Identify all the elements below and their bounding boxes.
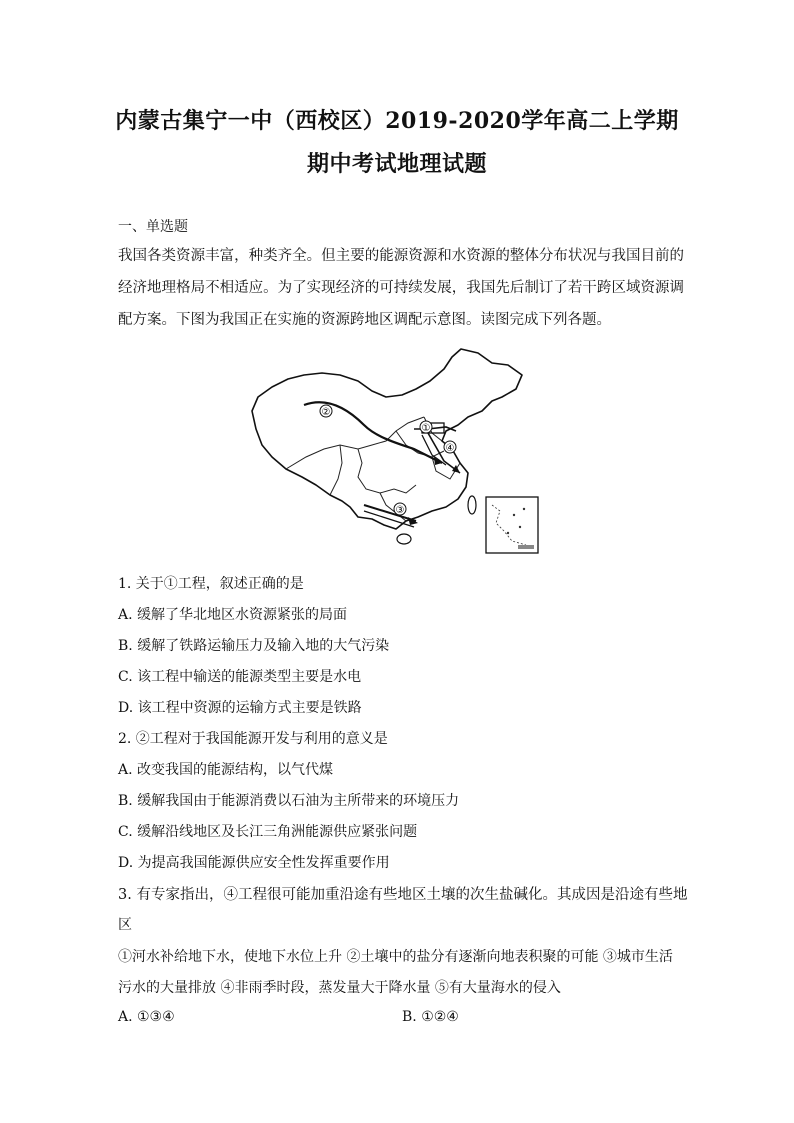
question-2-stem: 2. ②工程对于我国能源开发与利用的意义是 xyxy=(118,731,388,747)
question-1-option-c[interactable]: C. 该工程中输送的能源类型主要是水电 xyxy=(118,669,362,685)
question-3-stem-line2: 区 xyxy=(118,917,132,933)
question-2-option-a[interactable]: A. 改变我国的能源结构，以气代煤 xyxy=(118,762,334,778)
marker-4: ④ xyxy=(445,443,455,454)
resource-transfer-map xyxy=(246,345,550,557)
marker-3: ③ xyxy=(395,505,405,516)
hainan-island xyxy=(397,534,411,544)
question-2-option-d[interactable]: D. 为提高我国能源供应安全性发挥重要作用 xyxy=(118,855,390,871)
marker-1: ① xyxy=(421,423,431,434)
question-1-option-a[interactable]: A. 缓解了华北地区水资源紧张的局面 xyxy=(118,607,348,623)
question-1-stem: 1. 关于①工程，叙述正确的是 xyxy=(118,576,304,592)
question-3-option-b[interactable]: B. ①②④ xyxy=(402,1009,459,1025)
question-3-option-a[interactable]: A. ①③④ xyxy=(118,1009,175,1025)
question-2-option-b[interactable]: B. 缓解我国由于能源消费以石油为主所带来的环境压力 xyxy=(118,793,460,809)
question-1-option-d[interactable]: D. 该工程中资源的运输方式主要是铁路 xyxy=(118,700,362,716)
question-3-stem-line1: 3. 有专家指出，④工程很可能加重沿途有些地区土壤的次生盐碱化。其成因是沿途有些地 xyxy=(118,887,688,903)
paper-title-line1: 内蒙古集宁一中（西校区）2019-2020学年高二上学期 xyxy=(115,108,679,134)
intro-paragraph: 我国各类资源丰富，种类齐全。但主要的能源资源和水资源的整体分布状况与我国目前的经济地理格局不相适应。为了实现经济的可持续发展，我国先后制订了若干跨区域资源调配方案。下图为我国正在实施的资源跨地区调配示意图。读图完成下列各题。 xyxy=(118,248,684,328)
taiwan-island xyxy=(468,496,476,514)
question-1-option-b[interactable]: B. 缓解了铁路运输压力及输入地的大气污染 xyxy=(118,638,390,654)
marker-2: ② xyxy=(321,407,331,418)
section-label: 一、单选题 xyxy=(118,219,188,235)
question-2-option-c[interactable]: C. 缓解沿线地区及长江三角洲能源供应紧张问题 xyxy=(118,824,418,840)
south-china-sea-inset xyxy=(486,497,538,553)
question-3-items-line1: ①河水补给地下水，使地下水位上升 ②土壤中的盐分有逐渐向地表积聚的可能 ③城市生活 xyxy=(118,949,673,965)
paper-title-line2: 期中考试地理试题 xyxy=(306,151,487,177)
question-3-items-line2: 污水的大量排放 ④非雨季时段，蒸发量大于降水量 ⑤有大量海水的侵入 xyxy=(118,980,561,996)
